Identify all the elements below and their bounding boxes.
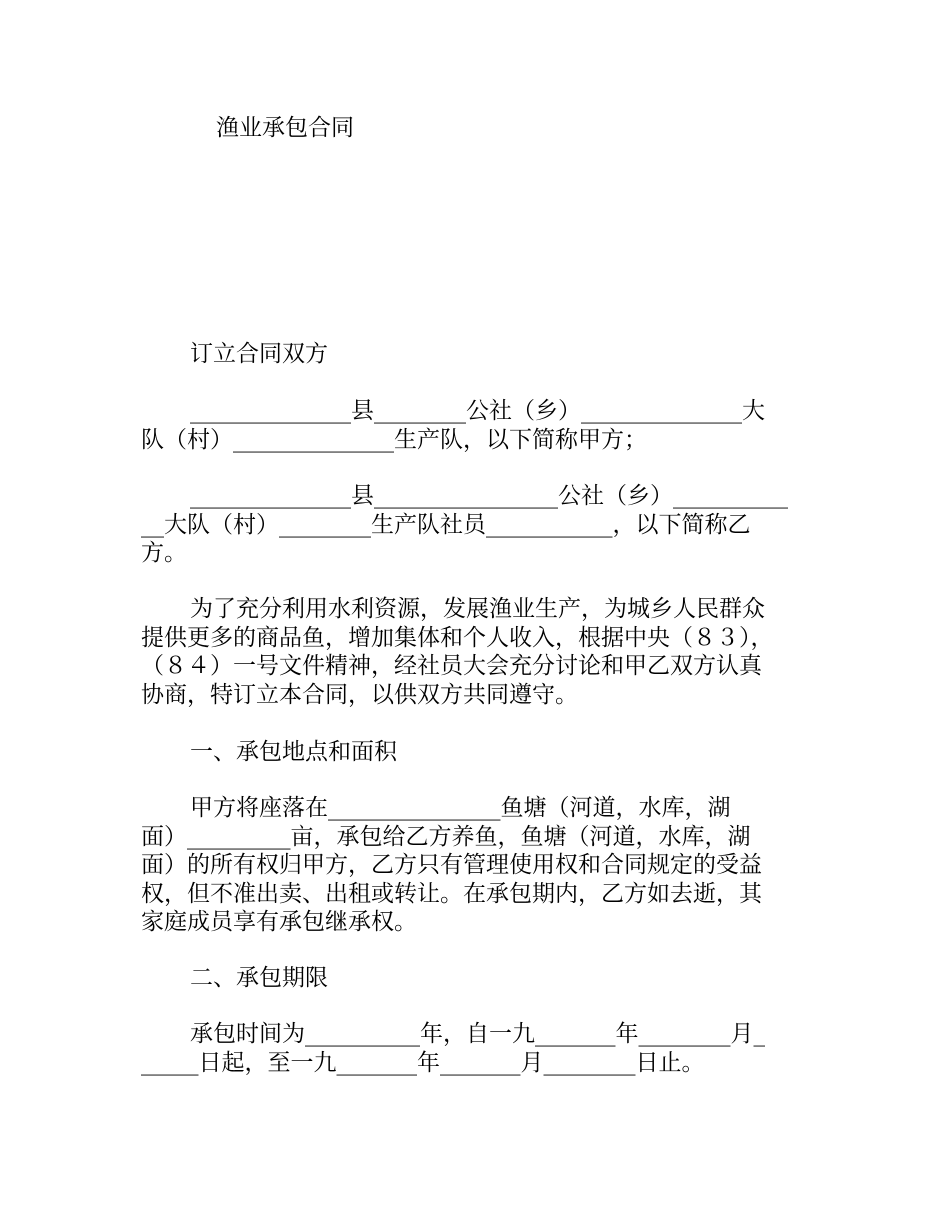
- section1-line: 甲方将座落在_______________鱼塘（河道，水库，湖: [190, 795, 731, 821]
- section2-heading-text: 二、承包期限: [190, 965, 328, 991]
- section2-paragraph: [141, 1020, 831, 1077]
- party-b-line: ______________县________________公社（乡）__________: [190, 483, 788, 509]
- section1-line: 面）的所有权归甲方，乙方只有管理使用权和合同规定的受益: [141, 852, 762, 878]
- parties-heading: [141, 340, 831, 369]
- preamble-line: （８４）一号文件精神，经社员大会充分讨论和甲乙双方认真: [141, 653, 762, 679]
- party-b-line: 方。: [141, 540, 187, 566]
- section2-line: 承包时间为__________年，自一九_______年________月_: [190, 1021, 765, 1047]
- party-b-paragraph: [141, 482, 831, 568]
- section2-line: _____日起，至一九_______年_______月________日止。: [141, 1049, 705, 1076]
- section1-line: 面）_________亩，承包给乙方养鱼，鱼塘（河道，水库，湖: [141, 823, 751, 850]
- preamble-line: 提供更多的商品鱼，增加集体和个人收入，根据中央（８３），: [141, 624, 774, 651]
- parties-heading-text: 订立合同双方: [190, 341, 328, 367]
- party-a-line: 队（村）______________生产队，以下简称甲方；: [141, 426, 647, 453]
- party-b-line: __大队（村）________生产队社员___________，以下简称乙: [141, 511, 751, 538]
- section1-heading-text: 一、承包地点和面积: [190, 739, 397, 765]
- section1-heading: [141, 738, 831, 767]
- document-title: 渔业承包合同: [216, 115, 354, 141]
- preamble-line: 为了充分利用水利资源，发展渔业生产，为城乡人民群众: [190, 596, 765, 622]
- section1-paragraph: [141, 794, 831, 937]
- section1-line: 家庭成员享有承包继承权。: [141, 909, 417, 935]
- party-a-line: ______________县________公社（乡）______________大: [190, 398, 765, 424]
- section2-heading: [141, 964, 831, 993]
- preamble-paragraph: [141, 595, 831, 709]
- preamble-line: 协商，特订立本合同，以供双方共同遵守。: [141, 681, 578, 708]
- section1-line: 权，但不准出卖、出租或转让。在承包期内，乙方如去逝，其: [141, 880, 762, 907]
- party-a-paragraph: [141, 397, 831, 454]
